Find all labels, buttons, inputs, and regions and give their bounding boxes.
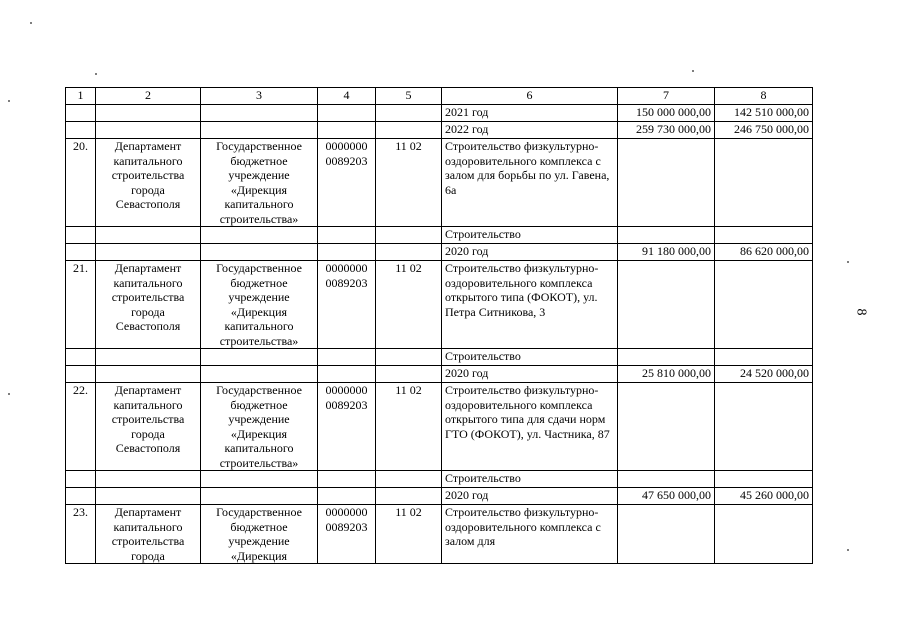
cell-col-7 [618, 471, 715, 488]
cell-col-4 [318, 227, 376, 244]
cell-col-6: 2020 год [442, 366, 618, 383]
cell-col-1: 20. [66, 139, 96, 227]
cell-col-6: 2020 год [442, 244, 618, 261]
cell-col-4 [318, 488, 376, 505]
cell-col-7: 150 000 000,00 [618, 105, 715, 122]
cell-col-8 [715, 471, 813, 488]
cell-col-3: Государственное бюджетное учреждение «Дирекция капитального строительства» [201, 383, 318, 471]
cell-col-2 [96, 471, 201, 488]
cell-col-1 [66, 349, 96, 366]
cell-col-8 [715, 139, 813, 227]
cell-col-2 [96, 488, 201, 505]
header-cell: 7 [618, 88, 715, 105]
table-row [66, 122, 813, 139]
cell-col-8: 45 260 000,00 [715, 488, 813, 505]
cell-col-6: Строительство [442, 471, 618, 488]
table-row [66, 139, 813, 227]
cell-col-3 [201, 366, 318, 383]
cell-col-8: 86 620 000,00 [715, 244, 813, 261]
cell-col-5 [376, 471, 442, 488]
cell-col-7: 259 730 000,00 [618, 122, 715, 139]
cell-col-5: 11 02 [376, 505, 442, 564]
table-row [66, 261, 813, 349]
cell-col-7 [618, 139, 715, 227]
cell-col-1 [66, 122, 96, 139]
cell-col-3 [201, 122, 318, 139]
cell-col-1: 21. [66, 261, 96, 349]
cell-col-4 [318, 471, 376, 488]
cell-col-3 [201, 349, 318, 366]
cell-col-7 [618, 261, 715, 349]
cell-col-6: Строительство [442, 227, 618, 244]
cell-col-5 [376, 366, 442, 383]
cell-col-4 [318, 366, 376, 383]
header-cell: 3 [201, 88, 318, 105]
scan-speck [95, 73, 97, 75]
cell-col-2: Департамент капитального строительства города Севастополя [96, 139, 201, 227]
cell-col-5 [376, 122, 442, 139]
cell-col-1: 22. [66, 383, 96, 471]
cell-col-4: 0000000 0089203 [318, 383, 376, 471]
cell-col-3: Государственное бюджетное учреждение «Дирекция капитального строительства» [201, 139, 318, 227]
cell-col-8: 142 510 000,00 [715, 105, 813, 122]
cell-col-4 [318, 122, 376, 139]
cell-col-5 [376, 244, 442, 261]
scan-speck [847, 261, 849, 263]
table-row [66, 227, 813, 244]
cell-col-3 [201, 244, 318, 261]
cell-col-6: 2020 год [442, 488, 618, 505]
cell-col-1 [66, 244, 96, 261]
cell-col-1 [66, 105, 96, 122]
cell-col-1: 23. [66, 505, 96, 564]
header-cell: 2 [96, 88, 201, 105]
budget-table [65, 87, 813, 564]
cell-col-6: 2022 год [442, 122, 618, 139]
cell-col-4 [318, 244, 376, 261]
scan-speck [847, 549, 849, 551]
cell-col-8: 246 750 000,00 [715, 122, 813, 139]
cell-col-5: 11 02 [376, 261, 442, 349]
cell-col-5 [376, 488, 442, 505]
cell-col-3 [201, 471, 318, 488]
header-cell: 1 [66, 88, 96, 105]
page-number: 8 [853, 308, 869, 316]
cell-col-3: Государственное бюджетное учреждение «Дирекция [201, 505, 318, 564]
cell-col-7 [618, 383, 715, 471]
cell-col-4: 0000000 0089203 [318, 139, 376, 227]
cell-col-4 [318, 349, 376, 366]
cell-col-8 [715, 505, 813, 564]
cell-col-2 [96, 105, 201, 122]
cell-col-5 [376, 105, 442, 122]
cell-col-6: Строительство физкультурно-оздоровительного комплекса открытого типа (ФОКОТ), ул. Петра Ситникова, 3 [442, 261, 618, 349]
header-row [66, 88, 813, 105]
cell-col-5: 11 02 [376, 139, 442, 227]
cell-col-8: 24 520 000,00 [715, 366, 813, 383]
cell-col-6: Строительство физкультурно-оздоровительного комплекса с залом для [442, 505, 618, 564]
cell-col-8 [715, 349, 813, 366]
cell-col-1 [66, 471, 96, 488]
table-row [66, 244, 813, 261]
cell-col-2 [96, 227, 201, 244]
cell-col-2 [96, 122, 201, 139]
cell-col-2 [96, 244, 201, 261]
table-row [66, 366, 813, 383]
cell-col-7 [618, 505, 715, 564]
scan-speck [8, 100, 10, 102]
table-row [66, 505, 813, 564]
cell-col-7: 91 180 000,00 [618, 244, 715, 261]
cell-col-2: Департамент капитального строительства города Севастополя [96, 261, 201, 349]
scan-speck [692, 70, 694, 72]
cell-col-1 [66, 366, 96, 383]
header-cell: 4 [318, 88, 376, 105]
cell-col-2: Департамент капитального строительства города Севастополя [96, 383, 201, 471]
table-row [66, 471, 813, 488]
scan-speck [30, 22, 32, 24]
cell-col-7: 25 810 000,00 [618, 366, 715, 383]
scan-speck [8, 393, 10, 395]
header-cell: 5 [376, 88, 442, 105]
cell-col-8 [715, 261, 813, 349]
cell-col-3 [201, 488, 318, 505]
table-row [66, 488, 813, 505]
cell-col-3: Государственное бюджетное учреждение «Дирекция капитального строительства» [201, 261, 318, 349]
cell-col-2: Департамент капитального строительства города [96, 505, 201, 564]
cell-col-1 [66, 488, 96, 505]
cell-col-1 [66, 227, 96, 244]
table-row [66, 383, 813, 471]
cell-col-3 [201, 105, 318, 122]
cell-col-6: Строительство [442, 349, 618, 366]
cell-col-8 [715, 227, 813, 244]
cell-col-6: 2021 год [442, 105, 618, 122]
cell-col-5 [376, 349, 442, 366]
cell-col-8 [715, 383, 813, 471]
header-cell: 8 [715, 88, 813, 105]
cell-col-4 [318, 105, 376, 122]
cell-col-7 [618, 227, 715, 244]
cell-col-4: 0000000 0089203 [318, 505, 376, 564]
cell-col-2 [96, 366, 201, 383]
table-row [66, 349, 813, 366]
cell-col-3 [201, 227, 318, 244]
cell-col-5 [376, 227, 442, 244]
cell-col-5: 11 02 [376, 383, 442, 471]
cell-col-4: 0000000 0089203 [318, 261, 376, 349]
cell-col-6: Строительство физкультурно-оздоровительного комплекса с залом для борьбы по ул. Гавена, 6а [442, 139, 618, 227]
cell-col-7: 47 650 000,00 [618, 488, 715, 505]
cell-col-2 [96, 349, 201, 366]
header-cell: 6 [442, 88, 618, 105]
cell-col-6: Строительство физкультурно-оздоровительного комплекса открытого типа для сдачи норм ГТО (ФОКОТ), ул. Частника, 87 [442, 383, 618, 471]
table-row [66, 105, 813, 122]
cell-col-7 [618, 349, 715, 366]
